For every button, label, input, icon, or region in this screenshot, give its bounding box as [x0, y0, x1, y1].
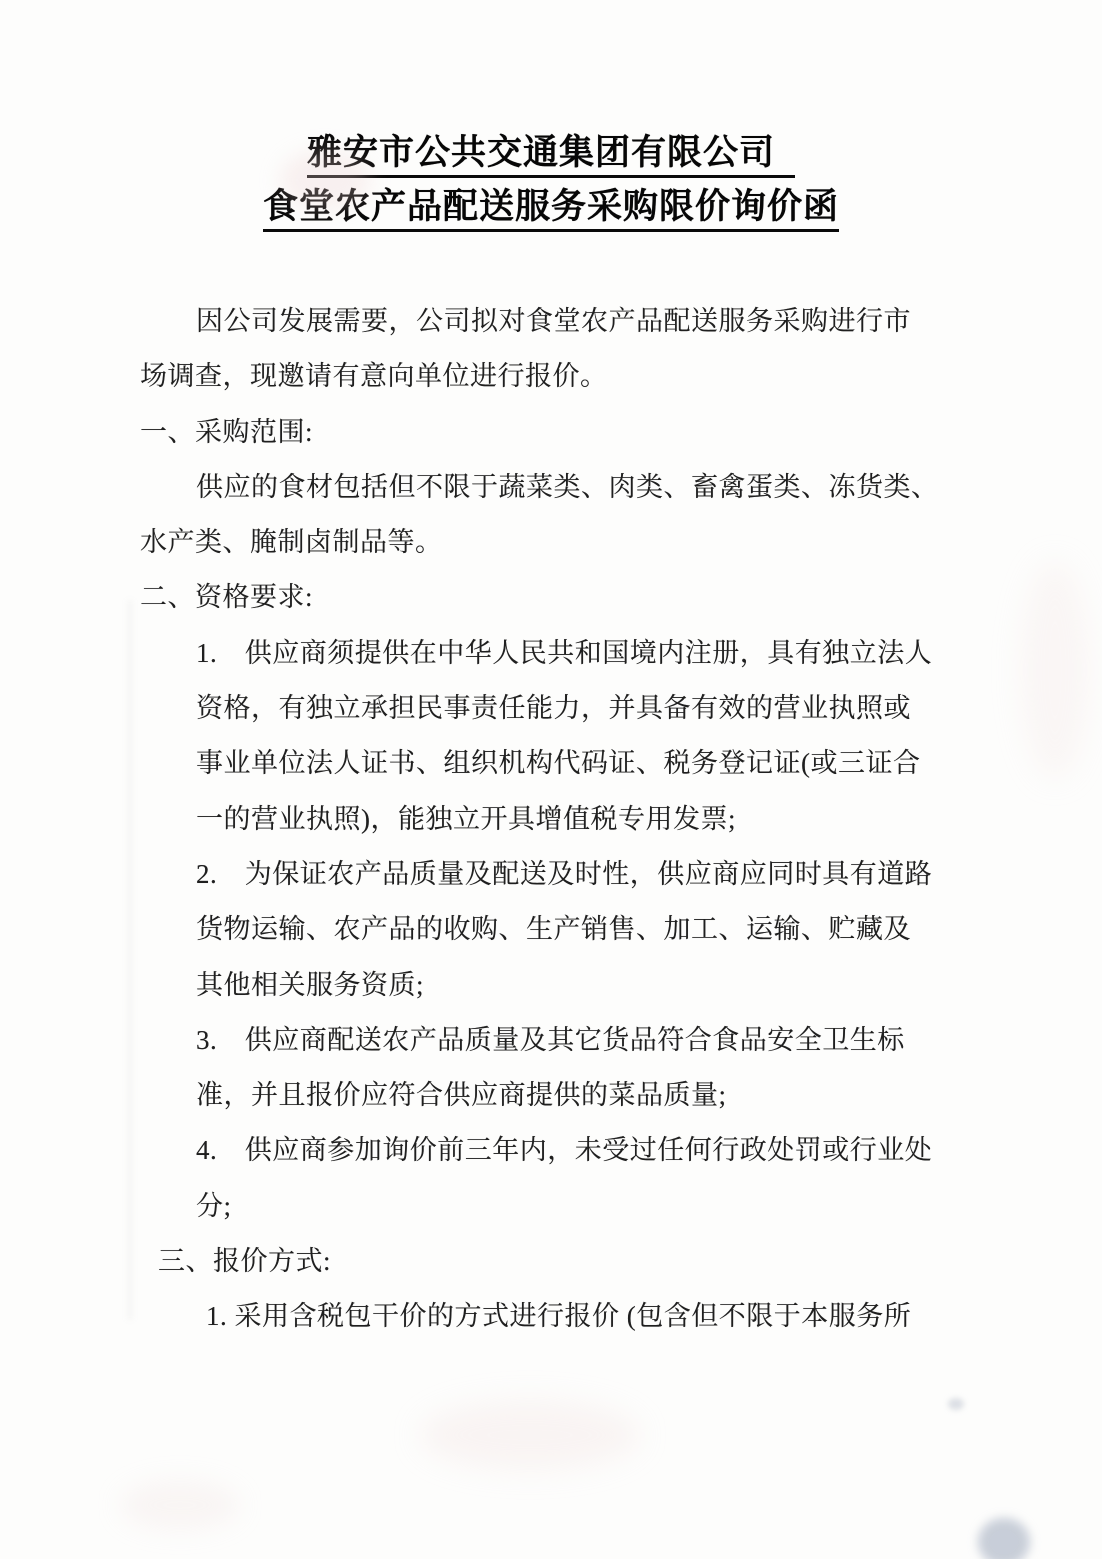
list-item-1-line: 事业单位法人证书、组织机构代码证、税务登记证(或三证合 — [196, 748, 921, 779]
list-item-4-line: 4. 供应商参加询价前三年内，未受过任何行政处罚或行业处 — [196, 1135, 933, 1166]
title-underlined-text: 雅安市公共交通集团有限公司 — [307, 133, 795, 178]
scan-smudge — [978, 1518, 1030, 1559]
list-item-1-line: 1. 供应商须提供在中华人民共和国境内注册，具有独立法人 — [196, 637, 933, 668]
list-item-1-line: 一的营业执照)，能独立开具增值税专用发票; — [196, 803, 736, 834]
document-title-line-2 — [0, 180, 1102, 234]
list-item-3-line: 3. 供应商配送农产品质量及其它货品符合食品安全卫生标 — [196, 1024, 905, 1055]
document-title-line-1 — [0, 126, 1102, 180]
scan-smudge — [948, 1398, 964, 1410]
list-item-1-line: 资格，有独立承担民事责任能力，并具备有效的营业执照或 — [196, 693, 911, 724]
intro-paragraph-line: 因公司发展需要，公司拟对食堂农产品配送服务采购进行市 — [196, 306, 911, 336]
list-item-4-line: 分; — [196, 1190, 232, 1221]
list-item-line: 1. 采用含税包干价的方式进行报价 (包含但不限于本服务所 — [206, 1301, 912, 1332]
list-item-2-line: 货物运输、农产品的收购、生产销售、加工、运输、贮藏及 — [196, 914, 911, 945]
list-item-3-line: 准，并且报价应符合供应商提供的菜品质量; — [196, 1080, 727, 1111]
title-underlined-text: 食堂农产品配送服务采购限价询价函 — [263, 187, 839, 232]
scan-smudge — [120, 1480, 240, 1530]
paragraph-line: 供应的食材包括但不限于蔬菜类、肉类、畜禽蛋类、冻货类、 — [196, 471, 939, 502]
section-heading-1: 一、采购范围: — [140, 416, 314, 447]
section-heading-3: 三、报价方式: — [158, 1246, 332, 1277]
list-item-2-line: 其他相关服务资质; — [196, 969, 425, 1000]
document-title — [0, 0, 1102, 234]
intro-paragraph-line: 场调查，现邀请有意向单位进行报价。 — [140, 361, 608, 392]
paragraph-line: 水产类、腌制卤制品等。 — [140, 527, 443, 558]
list-item-2-line: 2. 为保证农产品质量及配送及时性，供应商应同时具有道路 — [196, 858, 933, 889]
scan-smudge — [420, 1400, 640, 1470]
document-body — [0, 294, 1102, 1345]
section-heading-2: 二、资格要求: — [140, 582, 314, 613]
